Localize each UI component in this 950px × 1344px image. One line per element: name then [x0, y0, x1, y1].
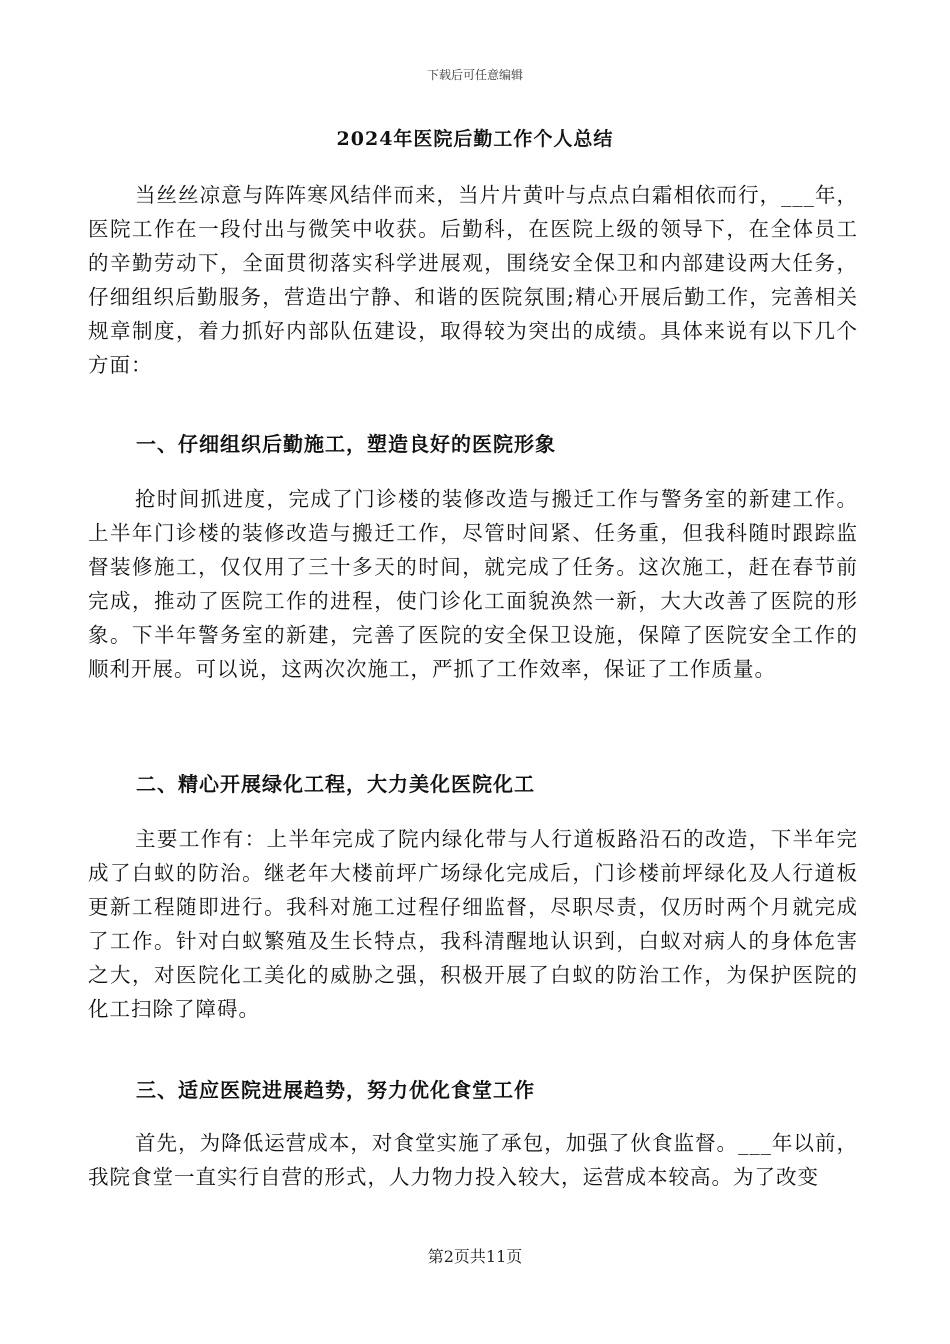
section-2-body: 主要工作有：上半年完成了院内绿化带与人行道板路沿石的改造，下半年完成了白蚁的防治。继老年大楼前坪广场绿化完成后，门诊楼前坪绿化及人行道板更新工程随即进行。我科对施工过程仔细监督，尽职尽责，仅历时两个月就完成了工作。针对白蚁繁殖及生长特点，我科清醒地认识到，白蚁对病人的身体危害之大，对医院化工美化的威胁之强，积极开展了白蚁的防治工作，为保护医院的化工扫除了障碍。: [88, 827, 858, 1021]
section-2-heading: 二、精心开展绿化工程，大力美化医院化工: [136, 772, 535, 796]
section-3-heading: 三、适应医院进展趋势，努力优化食堂工作: [136, 1078, 535, 1102]
document-title: 2024年医院后勤工作个人总结: [336, 128, 614, 150]
section-1-body: 抢时间抓进度，完成了门诊楼的装修改造与搬迁工作与警务室的新建工作。上半年门诊楼的装修改造与搬迁工作，尽管时间紧、任务重，但我科随时跟踪监督装修施工，仅仅用了三十多天的时间，就完成了任务。这次施工，赶在春节前完成，推动了医院工作的进程，使门诊化工面貌涣然一新，大大改善了医院的形象。下半年警务室的新建，完善了医院的安全保卫设施，保障了医院安全工作的顺利开展。可以说，这两次次施工，严抓了工作效率，保证了工作质量。: [88, 487, 858, 681]
page-number-footer: 第2页共11页: [427, 1247, 523, 1266]
section-3-body: 首先，为降低运营成本，对食堂实施了承包，加强了伙食监督。___年以前，我院食堂一直实行自营的形式，人力物力投入较大，运营成本较高。为了改变: [88, 1131, 858, 1189]
header-note: 下载后可任意编辑: [426, 68, 523, 82]
intro-paragraph: 当丝丝凉意与阵阵寒风结伴而来，当片片黄叶与点点白霜相依而行，___年，医院工作在一段付出与微笑中收获。后勤科，在医院上级的领导下，在全体员工的辛勤劳动下，全面贯彻落实科学进展观，围绕安全保卫和内部建设两大任务，仔细组织后勤服务，营造出宁静、和谐的医院氛围;精心开展后勤工作，完善相关规章制度，着力抓好内部队伍建设，取得较为突出的成绩。具体来说有以下几个方面：: [88, 183, 858, 377]
section-1-heading: 一、仔细组织后勤施工，塑造良好的医院形象: [136, 432, 556, 456]
